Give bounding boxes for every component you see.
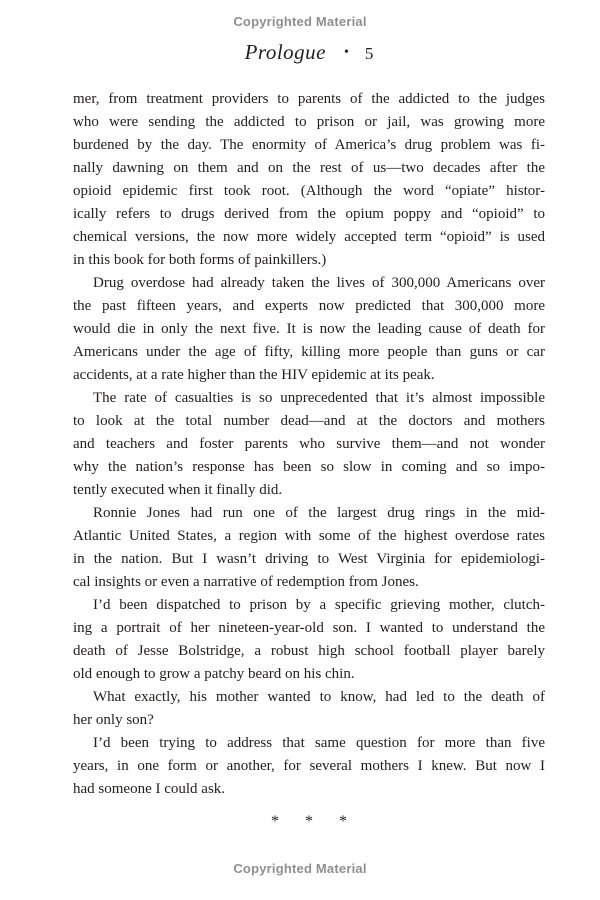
text-line: Americans under the age of fifty, killing more people than guns or car (73, 344, 545, 360)
text-line: Drug overdose had already taken the lives of 300,000 Americans over (93, 275, 545, 291)
paragraph (73, 387, 545, 502)
paragraph (73, 594, 545, 686)
paragraph (73, 686, 545, 732)
section-break: * * * (271, 813, 347, 830)
text-line: cal insights or even a narrative of redemption from Jones. (73, 574, 419, 590)
text-line: ing a portrait of her nineteen-year-old son. I wanted to understand the (73, 620, 545, 636)
text-line: The rate of casualties is so unprecedented that it’s almost impossible (93, 390, 545, 406)
text-line: accidents, at a rate higher than the HIV epidemic at its peak. (73, 367, 435, 383)
text-line: old enough to grow a patchy beard on his chin. (73, 666, 355, 682)
text-line: the past fifteen years, and experts now predicted that 300,000 more (73, 298, 545, 314)
watermark-bottom: Copyrighted Material (233, 861, 367, 876)
text-line: I’d been trying to address that same question for more than five (93, 735, 545, 751)
page-number: 5 (364, 44, 374, 63)
text-line: in this book for both forms of painkillers.) (73, 252, 327, 268)
text-line: had someone I could ask. (73, 781, 226, 797)
text-line: ically refers to drugs derived from the opium poppy and “opioid” to (73, 206, 545, 222)
paragraph (73, 272, 545, 387)
paragraph (73, 502, 545, 594)
text-line: in the nation. But I wasn’t driving to West Virginia for epidemiologi- (73, 551, 545, 567)
text-line: What exactly, his mother wanted to know, had led to the death of (93, 689, 545, 705)
text-line: why the nation’s response has been so slow in coming and so impo- (73, 459, 545, 475)
separator-bullet-icon: • (343, 45, 349, 60)
text-line: burdened by the day. The enormity of America’s drug problem was fi- (73, 137, 545, 153)
text-line: who were sending the addicted to prison or jail, was growing more (73, 114, 545, 130)
text-line: Atlantic United States, a region with some of the highest overdose rates (73, 528, 545, 544)
chapter-title: Prologue (244, 40, 326, 64)
text-line: opioid epidemic first took root. (Although the word “opiate” histor- (73, 183, 545, 199)
text-line: and teachers and foster parents who survive them—and not wonder (73, 436, 545, 452)
text-line: mer, from treatment providers to parents of the addicted to the judges (73, 91, 545, 107)
running-head (73, 40, 545, 65)
page-body (73, 88, 545, 801)
text-line: her only son? (73, 712, 154, 728)
paragraph (73, 88, 545, 272)
text-line: tently executed when it finally did. (73, 482, 283, 498)
text-line: to look at the total number dead—and at the doctors and mothers (73, 413, 545, 429)
text-line: would die in only the next five. It is now the leading cause of death for (73, 321, 545, 337)
text-line: years, in one form or another, for several mothers I knew. But now I (73, 758, 545, 774)
text-line: I’d been dispatched to prison by a specific grieving mother, clutch- (93, 597, 545, 613)
text-line: Ronnie Jones had run one of the largest drug rings in the mid- (93, 505, 545, 521)
text-line: nally dawning on them and on the rest of us—two decades after the (73, 160, 545, 176)
paragraph (73, 732, 545, 801)
watermark-top: Copyrighted Material (233, 14, 367, 29)
text-line: death of Jesse Bolstridge, a robust high school football player barely (73, 643, 545, 659)
text-line: chemical versions, the now more widely accepted term “opioid” is used (73, 229, 545, 245)
